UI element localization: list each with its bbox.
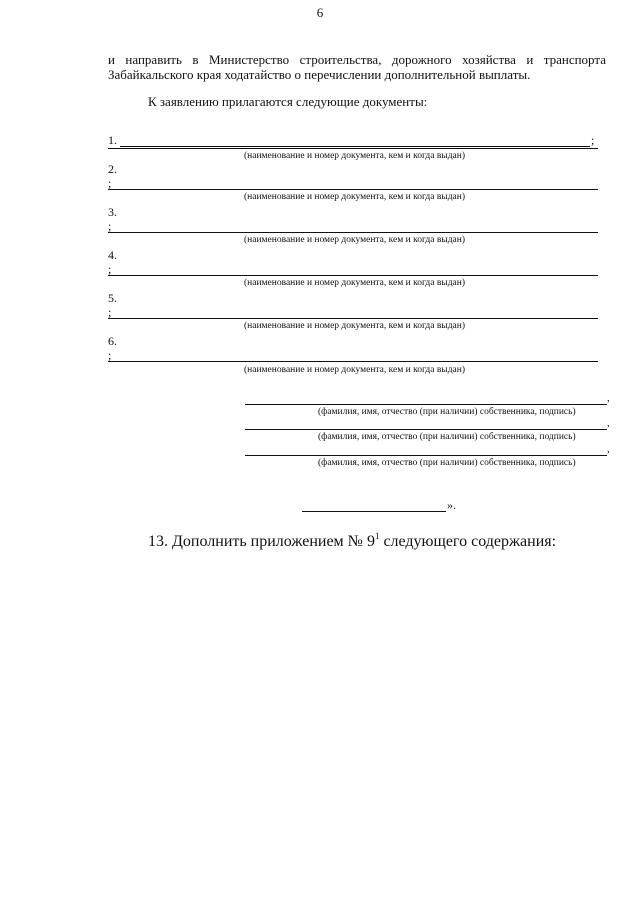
signature-3-caption: (фамилия, имя, отчество (при наличии) собственника, подпись) xyxy=(318,458,576,468)
document-3-semicolon: ; xyxy=(108,219,112,233)
document-4-underline xyxy=(108,275,598,276)
section-13-suffix: следующего содержания: xyxy=(379,533,557,550)
section-13-text: 13. Дополнить приложением № 9 xyxy=(148,533,375,550)
intro-line-2: Забайкальского края ходатайство о перечислении дополнительной выплаты. xyxy=(108,67,531,82)
signature-1-caption: (фамилия, имя, отчество (при наличии) собственника, подпись) xyxy=(318,407,576,417)
page-number: 6 xyxy=(316,5,324,20)
document-1-caption: (наименование и номер документа, кем и когда выдан) xyxy=(244,151,465,161)
document-3-caption: (наименование и номер документа, кем и когда выдан) xyxy=(244,235,465,245)
document-5-underline xyxy=(108,318,598,319)
document-6-number: 6. xyxy=(108,334,117,348)
section-13-heading xyxy=(148,531,556,551)
date-line xyxy=(302,511,446,512)
signature-1-comma: , xyxy=(607,392,610,404)
document-3-underline xyxy=(108,232,598,233)
document-3-number: 3. xyxy=(108,205,117,219)
document-4-caption: (наименование и номер документа, кем и когда выдан) xyxy=(244,278,465,288)
signature-3-comma: , xyxy=(607,443,610,455)
document-5-caption: (наименование и номер документа, кем и когда выдан) xyxy=(244,321,465,331)
document-1-number: 1. xyxy=(108,133,117,147)
attachments-intro: К заявлению прилагаются следующие документы: xyxy=(148,94,428,109)
document-1-semicolon: ; xyxy=(591,133,595,147)
document-1-underline xyxy=(108,148,598,149)
document-5-semicolon: ; xyxy=(108,305,112,319)
signature-3-line xyxy=(245,455,607,456)
document-2-semicolon: ; xyxy=(108,176,112,190)
document-6-caption: (наименование и номер документа, кем и когда выдан) xyxy=(244,365,465,375)
document-1-line xyxy=(120,146,590,147)
document-4-number: 4. xyxy=(108,248,117,262)
intro-line-1: и направить в Министерство строительства, дорожного хозяйства и транспорта xyxy=(108,52,606,67)
document-2-caption: (наименование и номер документа, кем и когда выдан) xyxy=(244,192,465,202)
section-13-superscript: 1 xyxy=(374,531,380,541)
document-2-underline xyxy=(108,189,598,190)
signature-2-comma: , xyxy=(607,417,610,429)
document-6-underline xyxy=(108,361,598,362)
closing-quote: ». xyxy=(447,498,456,512)
document-5-number: 5. xyxy=(108,291,117,305)
document-2-number: 2. xyxy=(108,162,117,176)
document-4-semicolon: ; xyxy=(108,262,112,276)
signature-1-line xyxy=(245,404,607,405)
signature-2-caption: (фамилия, имя, отчество (при наличии) собственника, подпись) xyxy=(318,432,576,442)
document-6-semicolon: ; xyxy=(108,348,112,362)
signature-2-line xyxy=(245,429,607,430)
